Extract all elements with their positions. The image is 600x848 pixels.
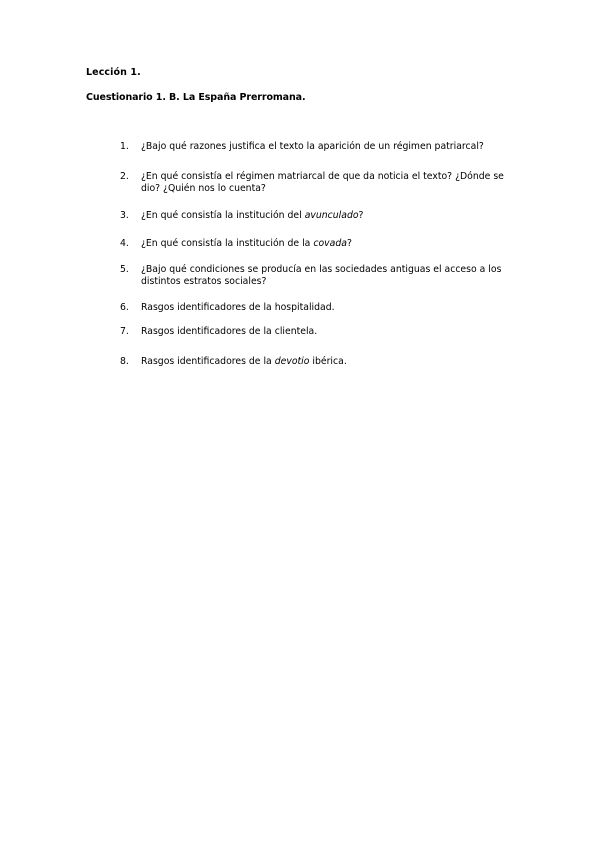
question-text xyxy=(141,210,516,222)
question-text-after: ? xyxy=(358,210,364,221)
question-text-after: ibérica. xyxy=(309,356,347,367)
question-text-before: ¿En qué consistía la institución del xyxy=(141,210,305,221)
question-number: 1. xyxy=(120,141,129,152)
question-emphasis: avunculado xyxy=(304,210,359,221)
question-number: 3. xyxy=(120,210,129,221)
question-number: 5. xyxy=(120,264,129,275)
questionnaire-title: Cuestionario 1. B. La España Prerromana. xyxy=(86,92,306,103)
question-number: 7. xyxy=(120,326,129,337)
question-emphasis: covada xyxy=(313,238,347,249)
question-number: 6. xyxy=(120,302,129,313)
question-text: ¿Bajo qué razones justifica el texto la aparición de un régimen patriarcal? xyxy=(141,141,484,152)
question-number: 8. xyxy=(120,356,129,367)
question-number: 4. xyxy=(120,238,129,249)
question-text: ¿En qué consistía el régimen matriarcal de que da noticia el texto? ¿Dónde se dio? ¿Quién nos lo cuenta? xyxy=(141,171,504,194)
question-emphasis: devotio xyxy=(274,356,310,367)
question-text-before: Rasgos identificadores de la xyxy=(141,356,275,367)
lesson-title: Lección 1. xyxy=(86,67,141,78)
question-text: Rasgos identificadores de la clientela. xyxy=(141,326,318,337)
question-text-after: ? xyxy=(346,238,352,249)
question-text: Rasgos identificadores de la hospitalidad. xyxy=(141,302,335,313)
question-number: 2. xyxy=(120,171,129,182)
question-text xyxy=(141,238,516,250)
question-text: ¿Bajo qué condiciones se producía en las sociedades antiguas el acceso a los distintos estratos sociales? xyxy=(141,264,502,287)
question-text xyxy=(141,356,516,368)
question-text-before: ¿En qué consistía la institución de la xyxy=(141,238,314,249)
